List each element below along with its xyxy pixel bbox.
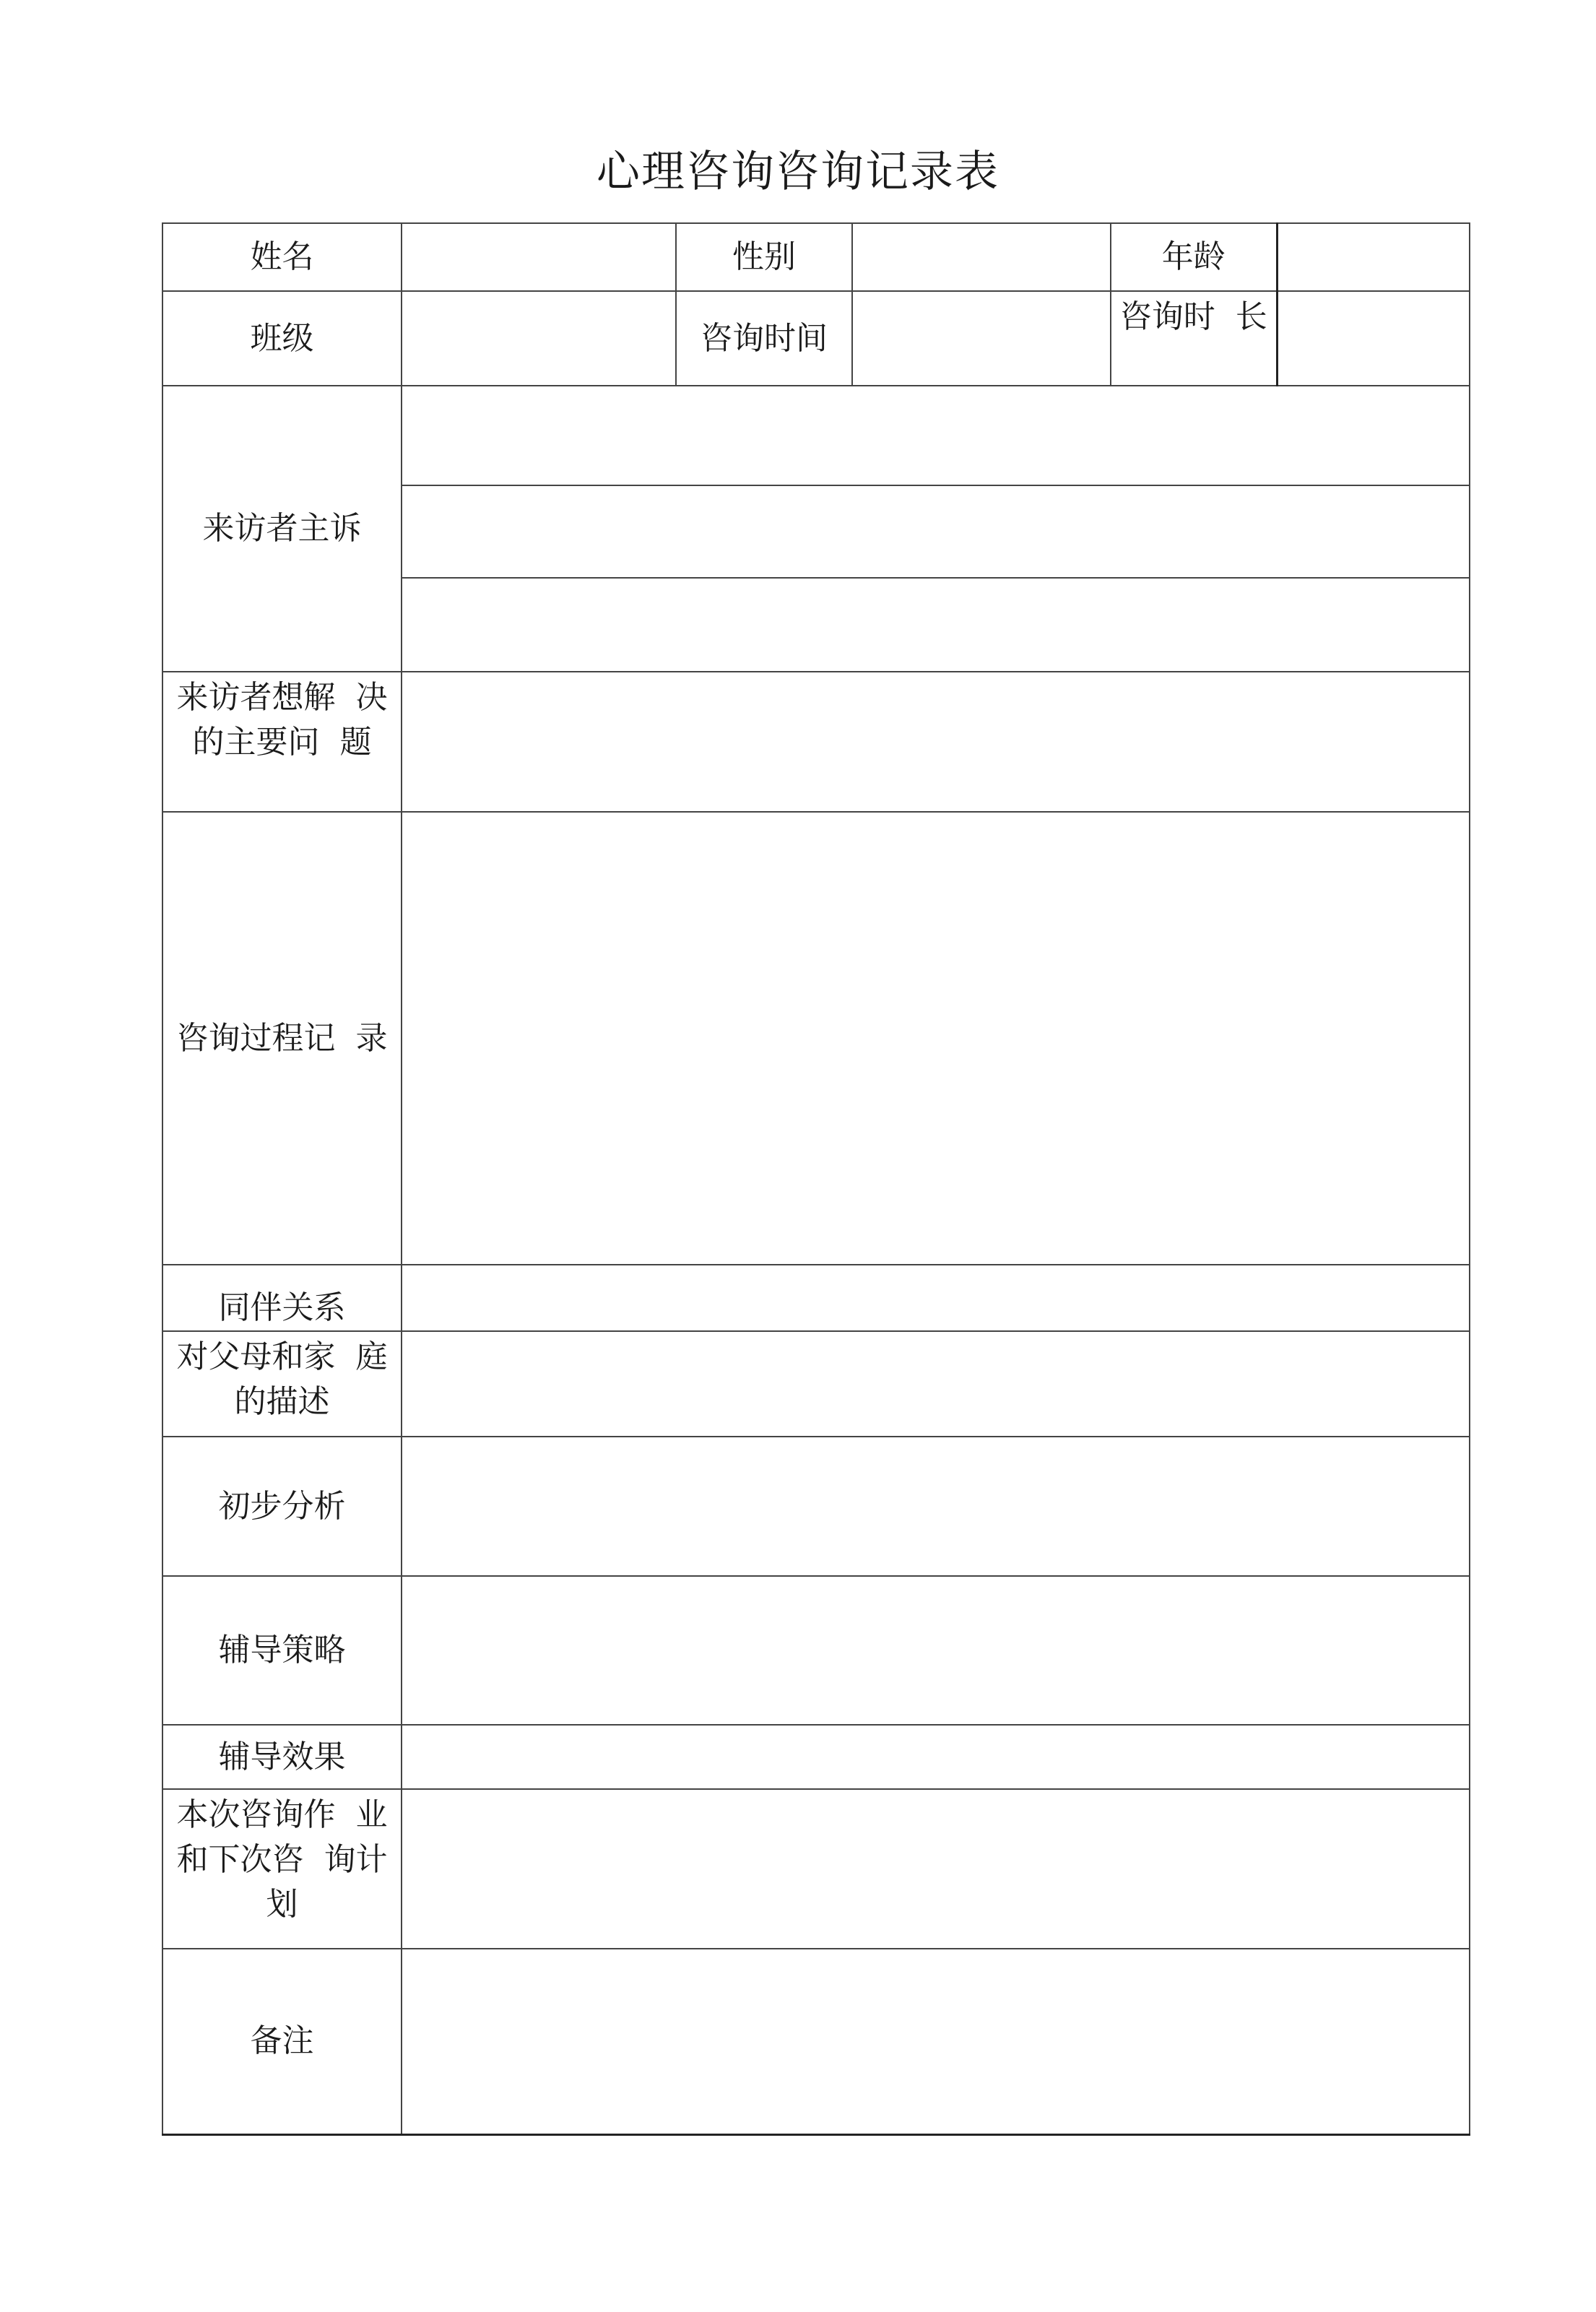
complaint-label: 来访者主诉 xyxy=(162,386,402,672)
table-row-strategy xyxy=(162,1576,1470,1725)
remarks-label: 备注 xyxy=(162,1949,402,2134)
counseling-strategy-field[interactable] xyxy=(402,1576,1470,1725)
gender-label: 性别 xyxy=(676,223,852,291)
homework-plan-label-line-2: 和下次咨 询计 xyxy=(176,1841,388,1878)
table-row-remarks xyxy=(162,1949,1470,2134)
family-description-label xyxy=(162,1331,402,1437)
consult-duration-label: 咨询时 长 xyxy=(1111,291,1277,386)
table-row-homework xyxy=(162,1789,1470,1949)
table-row-family xyxy=(162,1331,1470,1437)
gender-field[interactable] xyxy=(852,223,1111,291)
family-description-label-line-1: 对父母和家 庭 xyxy=(176,1338,388,1375)
counseling-strategy-label: 辅导策略 xyxy=(162,1576,402,1725)
table-row-process xyxy=(162,812,1470,1265)
remarks-field[interactable] xyxy=(402,1949,1470,2134)
process-record-field[interactable] xyxy=(402,812,1470,1265)
family-description-field[interactable] xyxy=(402,1331,1470,1437)
complaint-line-2[interactable] xyxy=(402,485,1470,578)
consult-time-field[interactable] xyxy=(852,291,1111,386)
counseling-effect-label: 辅导效果 xyxy=(162,1725,402,1789)
class-label: 班级 xyxy=(162,291,402,386)
class-field[interactable] xyxy=(402,291,676,386)
complaint-line-1[interactable] xyxy=(402,386,1470,485)
peer-relationship-field[interactable] xyxy=(402,1265,1470,1331)
homework-plan-label-line-3: 划 xyxy=(266,1886,298,1923)
family-description-label-line-2: 的描述 xyxy=(234,1383,330,1420)
table-row-analysis xyxy=(162,1437,1470,1576)
age-label: 年龄 xyxy=(1111,223,1277,291)
peer-relationship-label: 同伴关系 xyxy=(162,1265,402,1331)
process-record-label: 咨询过程记 录 xyxy=(162,812,402,1265)
counseling-effect-field[interactable] xyxy=(402,1725,1470,1789)
table-row-class xyxy=(162,291,1470,386)
name-label: 姓名 xyxy=(162,223,402,291)
table-row-peers xyxy=(162,1265,1470,1331)
consult-time-label: 咨询时间 xyxy=(676,291,852,386)
table-row-main-problem xyxy=(162,672,1470,812)
homework-plan-label xyxy=(162,1789,402,1949)
name-field[interactable] xyxy=(402,223,676,291)
table-row-complaint-1 xyxy=(162,386,1470,485)
homework-plan-field[interactable] xyxy=(402,1789,1470,1949)
complaint-line-3[interactable] xyxy=(402,578,1470,672)
age-field[interactable] xyxy=(1277,223,1470,291)
consult-duration-field[interactable] xyxy=(1277,291,1470,386)
main-problem-label-line-2: 的主要问 题 xyxy=(192,724,372,761)
table-row-name xyxy=(162,223,1470,291)
homework-plan-label-line-1: 本次咨询作 业 xyxy=(176,1796,388,1833)
preliminary-analysis-label: 初步分析 xyxy=(162,1437,402,1576)
preliminary-analysis-field[interactable] xyxy=(402,1437,1470,1576)
main-problem-label-line-1: 来访者想解 决 xyxy=(176,679,388,716)
main-problem-field[interactable] xyxy=(402,672,1470,812)
consultation-record-table xyxy=(162,222,1470,2136)
page-title: 心理咨询咨询记录表 xyxy=(597,147,999,197)
main-problem-label xyxy=(162,672,402,812)
table-row-effect xyxy=(162,1725,1470,1789)
